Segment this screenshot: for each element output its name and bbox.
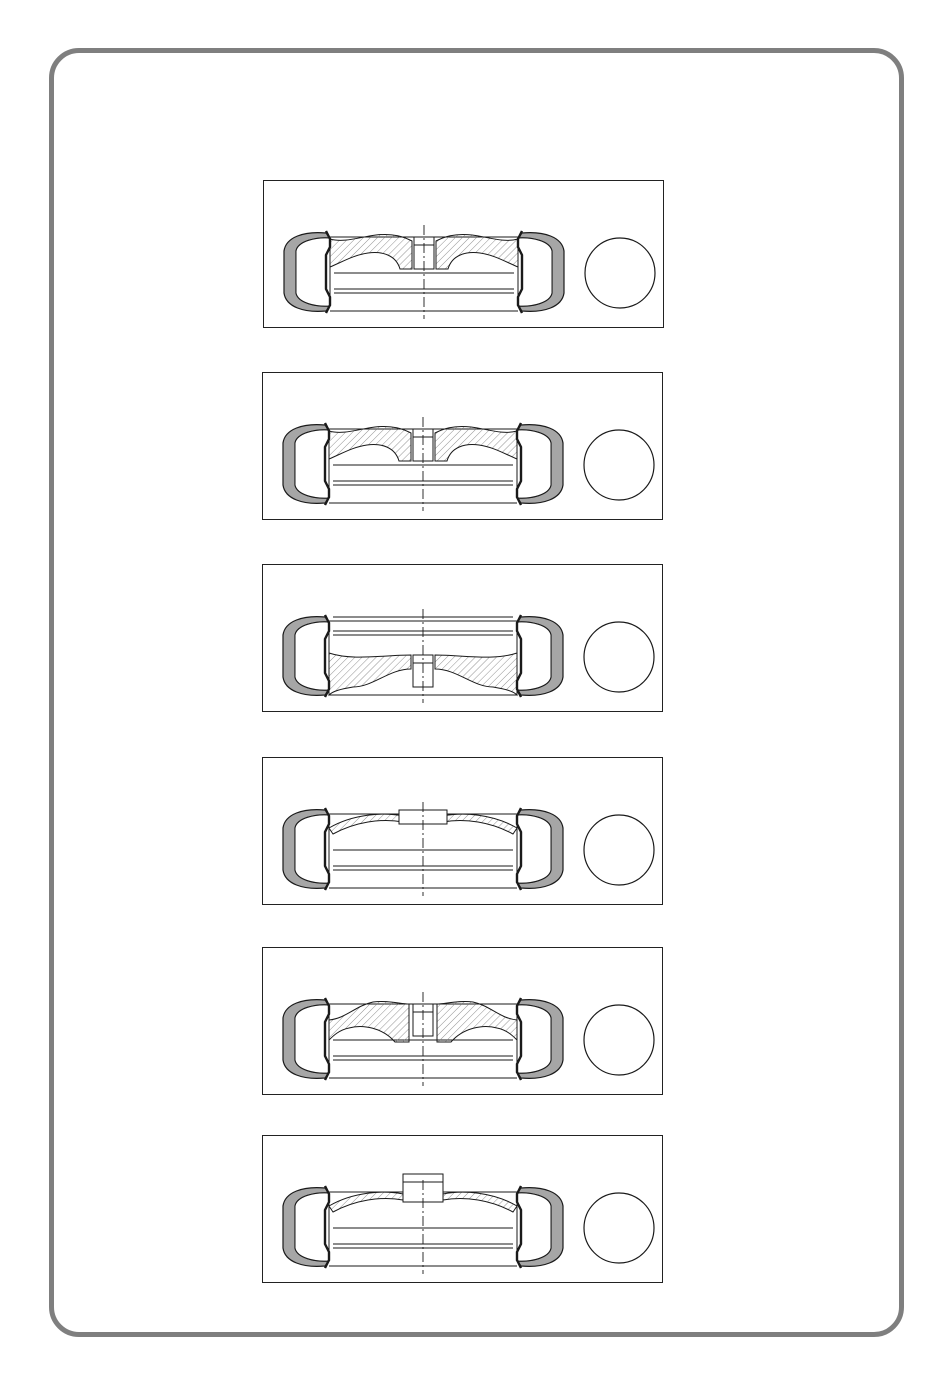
diagram-svg <box>263 1136 662 1282</box>
wheel-section-diagram-4 <box>262 757 663 905</box>
wheel-section-diagram-6 <box>262 1135 663 1283</box>
side-view-circle <box>584 1005 654 1075</box>
wheel-section-diagram-3 <box>262 564 663 712</box>
side-view-circle <box>584 815 654 885</box>
left-tyre <box>283 808 329 890</box>
diagram-svg <box>263 565 662 711</box>
wheel-section-diagram-5 <box>262 947 663 1095</box>
right-tyre <box>518 231 564 313</box>
right-tyre <box>517 423 563 505</box>
side-view-circle <box>584 430 654 500</box>
diagram-svg <box>263 373 662 519</box>
wheel-section-diagram-2 <box>262 372 663 520</box>
left-tyre <box>283 423 329 505</box>
left-tyre <box>283 998 329 1080</box>
wheel-section-diagram-1 <box>263 180 664 328</box>
right-tyre <box>517 998 563 1080</box>
right-tyre <box>517 1186 563 1268</box>
right-tyre <box>517 615 563 697</box>
side-view-circle <box>584 622 654 692</box>
side-view-circle <box>584 1193 654 1263</box>
left-tyre <box>283 615 329 697</box>
left-tyre <box>284 231 330 313</box>
diagram-svg <box>263 758 662 904</box>
right-tyre <box>517 808 563 890</box>
diagram-svg <box>263 948 662 1094</box>
left-tyre <box>283 1186 329 1268</box>
side-view-circle <box>585 238 655 308</box>
diagram-svg <box>264 181 663 327</box>
